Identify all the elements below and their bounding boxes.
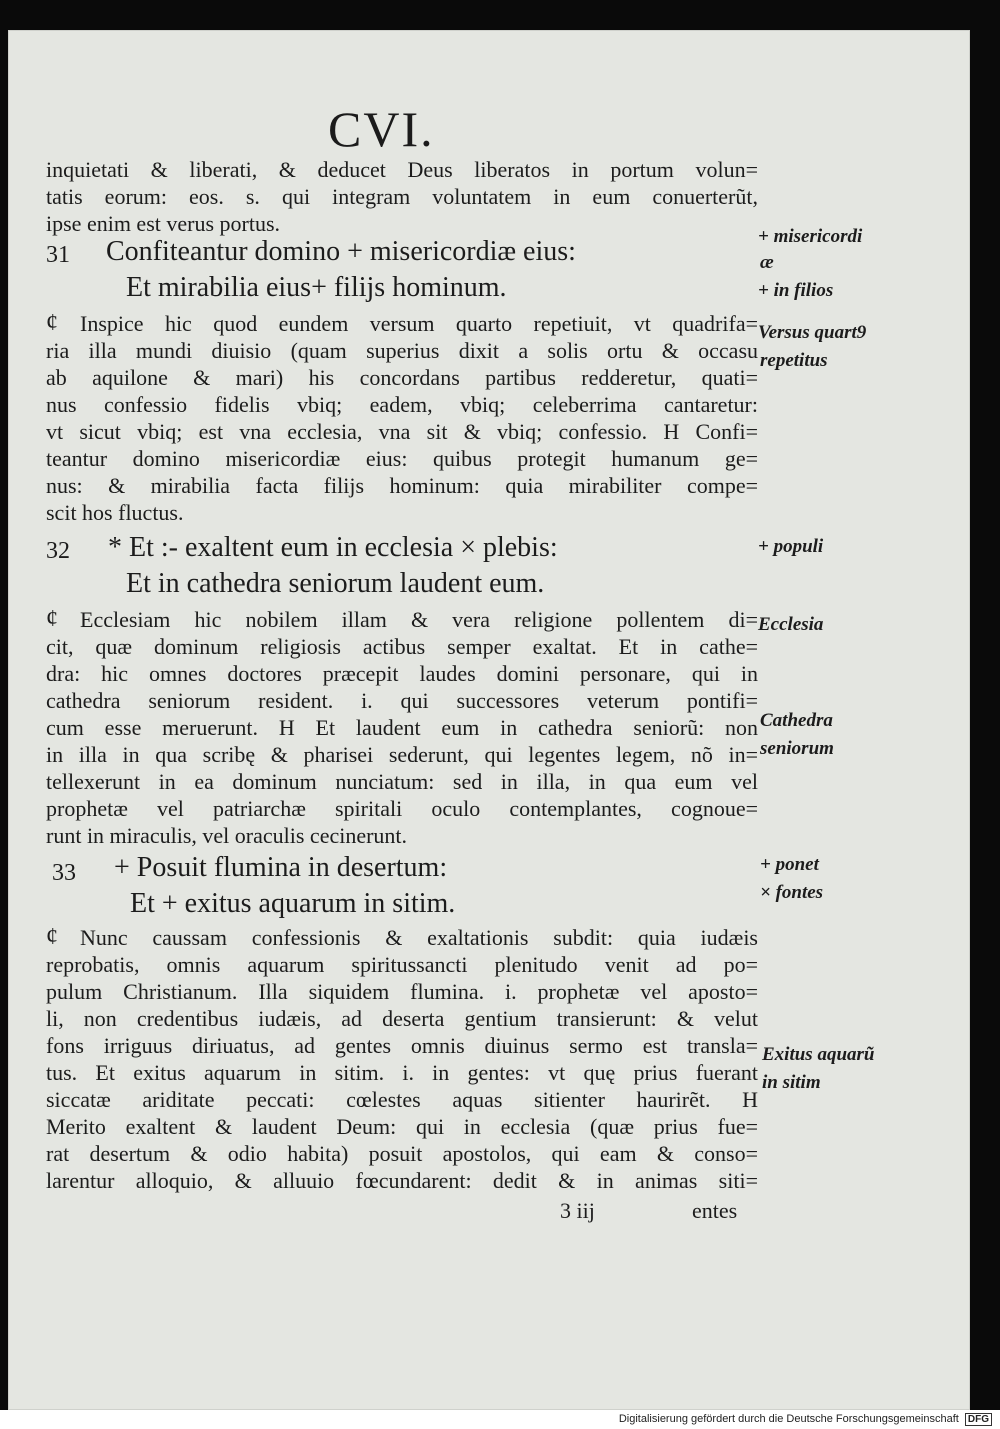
- credit-text: Digitalisierung gefördert durch die Deutsche Forschungsgemeinschaft: [618, 1413, 959, 1425]
- verse-number: 33: [52, 860, 76, 886]
- marginal-note: æ: [760, 252, 774, 273]
- text-line: ab aquilone & mari) his concordans partibus redderetur, quati=: [46, 365, 758, 390]
- text-line: runt in miraculis, vel oraculis cecinerunt.: [46, 823, 408, 848]
- book-page: [8, 30, 970, 1410]
- text-line: pulum Christianum. Illa siquidem flumina. i. prophetæ vel aposto=: [46, 979, 758, 1004]
- text-line: nus: & mirabilia facta filijs hominum: quia mirabiliter compe=: [46, 473, 758, 498]
- text-line: prophetæ vel patriarchæ spiritali oculo contemplantes, cognoue=: [46, 796, 758, 821]
- verse-line: * Et :- exaltent eum in ecclesia × plebis:: [108, 532, 558, 563]
- text-line: cit, quæ dominum religiosis actibus semper exaltat. Et in cathe=: [46, 634, 758, 659]
- text-line: nus confessio fidelis vbiq; eadem, vbiq; celeberrima cantaretur:: [46, 392, 758, 417]
- verse-line: Confiteantur domino + misericordiæ eius:: [106, 236, 576, 267]
- marginal-note: × fontes: [760, 882, 824, 903]
- text-line: dra: hic omnes doctores præcepit laudes domini personare, qui in: [46, 661, 758, 686]
- marginal-note: + populi: [758, 536, 824, 557]
- text-line: scit hos fluctus.: [46, 500, 184, 525]
- verse-line: Et in cathedra seniorum laudent eum.: [126, 568, 545, 599]
- text-line: cathedra seniorum resident. i. qui successores veterum pontifi=: [46, 688, 758, 713]
- marginal-note: in sitim: [762, 1072, 821, 1093]
- text-line: in illa in qua scribę & pharisei sederunt, qui legentes legem, nõ in=: [46, 742, 758, 767]
- verse-number: 31: [46, 242, 70, 268]
- text-line: li, non credentibus iudæis, ad deserta gentium transierunt: & velut: [46, 1006, 758, 1031]
- marginal-note: Ecclesia: [758, 614, 824, 635]
- text-line: Nunc caussam confessionis & exaltationis subdit: quia iudæis: [80, 925, 758, 950]
- marginal-note: + misericordi: [758, 226, 863, 247]
- text-line: tatis eorum: eos. s. qui integram voluntatem in eum conuerterũt,: [46, 184, 758, 209]
- verse-line: + Posuit flumina in desertum:: [114, 852, 448, 883]
- text-line: tellexerunt in ea dominum nunciatum: sed in illa, in qua eum vel: [46, 769, 758, 794]
- paragraph-mark: ¢: [46, 606, 58, 632]
- text-line: Ecclesiam hic nobilem illam & vera religione pollentem di=: [80, 607, 758, 632]
- paragraph-mark: ¢: [46, 924, 58, 950]
- verse-number: 32: [46, 538, 70, 564]
- text-line: vt sicut vbiq; est vna ecclesia, vna sit & vbiq; confessio. H Confi=: [46, 419, 758, 444]
- folio-number: CVI.: [328, 101, 435, 157]
- digitization-credit: [619, 1413, 992, 1426]
- marginal-note: Versus quart9: [758, 322, 867, 343]
- verse-line: Et mirabilia eius+ filijs hominum.: [126, 272, 507, 303]
- marginal-note: Exitus aquarũ: [762, 1044, 875, 1065]
- text-line: cum esse meruerunt. H Et laudent eum in cathedra seniorũ: non: [46, 715, 758, 740]
- text-line: inquietati & liberati, & deducet Deus liberatos in portum volun=: [46, 157, 758, 182]
- text-line: ipse enim est verus portus.: [46, 211, 281, 236]
- paragraph-mark: ¢: [46, 310, 58, 336]
- verse-line: Et + exitus aquarum in sitim.: [130, 888, 456, 919]
- text-line: fons irriguus diriuatus, ad gentes omnis diuinus sermo est transla=: [46, 1033, 758, 1058]
- text-line: ria illa mundi diuisio (quam superius dixit a solis ortu & occasu: [46, 338, 758, 363]
- catchword: entes: [692, 1198, 738, 1223]
- signature-mark: 3 iij: [560, 1198, 595, 1223]
- text-line: rat desertum & odio habita) posuit apostolos, qui eam & conso=: [46, 1141, 758, 1166]
- marginal-note: seniorum: [760, 738, 834, 759]
- marginal-note: + in filios: [758, 280, 834, 301]
- text-line: reprobatis, omnis aquarum spiritussancti plenitudo venit ad po=: [46, 952, 758, 977]
- text-line: siccatæ ariditate peccati: cœlestes aquas sitienter haurirẽt. H: [46, 1087, 758, 1112]
- marginal-note: + ponet: [760, 854, 819, 875]
- text-line: teantur domino misericordiæ eius: quibus protegit humanum ge=: [46, 446, 758, 471]
- text-line: Merito exaltent & laudent Deum: qui in ecclesia (quæ prius fue=: [46, 1114, 758, 1139]
- text-line: larentur alloquio, & alluuio fœcundarent: dedit & in animas siti=: [46, 1168, 758, 1193]
- dfg-logo: DFG: [965, 1413, 992, 1426]
- text-line: Inspice hic quod eundem versum quarto repetiuit, vt quadrifa=: [80, 311, 758, 336]
- marginal-note: Cathedra: [760, 710, 833, 731]
- marginal-note: repetitus: [760, 350, 828, 371]
- text-line: tus. Et exitus aquarum in sitim. i. in gentes: vt quę prius fuerant: [46, 1060, 758, 1085]
